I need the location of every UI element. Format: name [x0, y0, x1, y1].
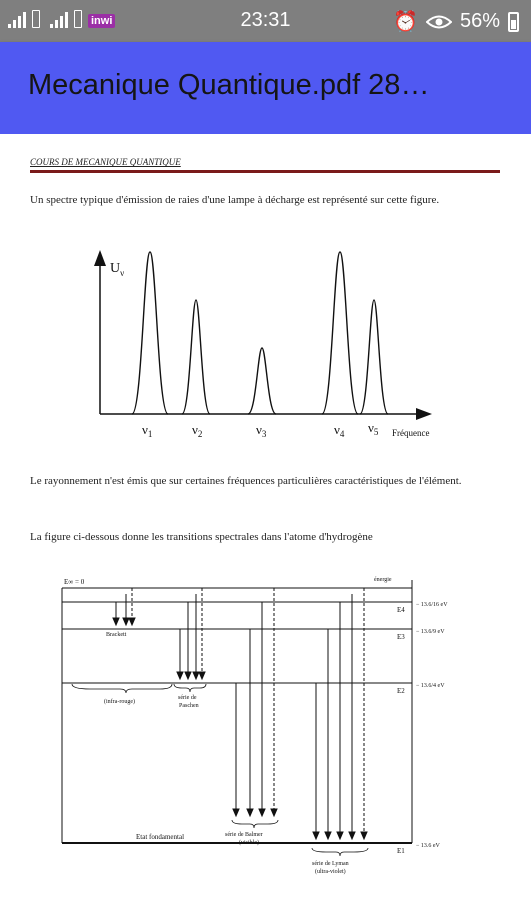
- eye-icon: [426, 14, 452, 30]
- energy-levels-diagram: [60, 572, 470, 882]
- energy-value-e1: − 13.6 eV: [416, 843, 440, 849]
- level-e4-label: E4: [397, 606, 405, 614]
- clock: 23:31: [240, 9, 291, 31]
- app-bar: [0, 42, 531, 134]
- level-infinity-label: E∞ = 0: [64, 578, 85, 586]
- energy-value-e4: − 13.6/16 eV: [416, 602, 448, 608]
- spectrum-peak-3: [248, 348, 276, 414]
- paschen-brace: [174, 684, 206, 692]
- balmer-arrows: [233, 588, 277, 816]
- level-e1-label: E1: [397, 847, 405, 855]
- paragraph-3: La figure ci-dessous donne les transitions spectrales dans l'atome d'hydrogène: [30, 531, 373, 543]
- lyman-label-2: (ultra-violet): [315, 869, 346, 875]
- paschen-label-1: série de: [178, 695, 197, 701]
- spectrum-peak-4: [322, 252, 358, 414]
- energy-value-e3: − 13.6/9 eV: [416, 629, 445, 635]
- status-right: [393, 9, 519, 34]
- battery-percent: 56%: [459, 10, 500, 32]
- page-header: COURS DE MECANIQUE QUANTIQUE: [30, 157, 181, 167]
- spectrum-y-arrow: [94, 250, 106, 266]
- spectrum-peak-2: [182, 300, 210, 414]
- header-rule: [30, 170, 500, 173]
- energy-axis-label: énergie: [374, 577, 392, 583]
- peak-label-4: $\nu_4$: [334, 422, 345, 439]
- infrared-brace: [72, 684, 172, 693]
- lyman-arrows: [313, 588, 367, 839]
- alarm-icon: ⏰: [393, 11, 418, 33]
- balmer-label-1: série de Balmer: [225, 832, 263, 838]
- peak-label-3: $\nu_3$: [256, 422, 267, 439]
- spectrum-xlabel: Fréquence: [392, 428, 430, 438]
- ground-state-label: Etat fondamental: [136, 833, 185, 841]
- balmer-brace: [232, 820, 278, 828]
- document-title: Mecanique Quantique.pdf 28…: [28, 69, 430, 101]
- peak-label-2: $\nu_2$: [192, 422, 203, 439]
- pdf-page[interactable]: [0, 134, 531, 900]
- lyman-brace: [312, 848, 368, 856]
- infrared-label: (infra-rouge): [104, 699, 135, 705]
- spectrum-peak-1: [132, 252, 168, 414]
- level-e2-label: E2: [397, 687, 405, 695]
- level-e3-label: E3: [397, 633, 405, 641]
- peak-label-1: $\nu_1$: [142, 422, 153, 439]
- peak-label-5: $\nu_5$: [368, 420, 379, 437]
- lyman-label-1: série de Lyman: [312, 861, 349, 867]
- spectrum-x-arrow: [416, 408, 432, 420]
- paragraph-2: Le rayonnement n'est émis que sur certaines fréquences particulières caractéristiques de l'élément.: [30, 475, 462, 487]
- brackett-arrows: [113, 588, 135, 625]
- balmer-label-2: (visible): [239, 840, 259, 846]
- brackett-label: Brackett: [106, 632, 127, 638]
- spectrum-figure: [80, 244, 460, 444]
- carrier-badge: inwi: [88, 14, 115, 28]
- energy-value-e2: − 13.6/4 eV: [416, 683, 445, 689]
- battery-icon: [508, 12, 519, 32]
- paragraph-1: Un spectre typique d'émission de raies d'une lampe à décharge est représenté sur cette figure.: [30, 194, 440, 206]
- spectrum-ylabel: $U_\nu$: [110, 261, 125, 278]
- status-bar: [0, 0, 531, 42]
- spectrum-peak-5: [360, 300, 388, 414]
- paschen-label-2: Paschen: [179, 703, 199, 709]
